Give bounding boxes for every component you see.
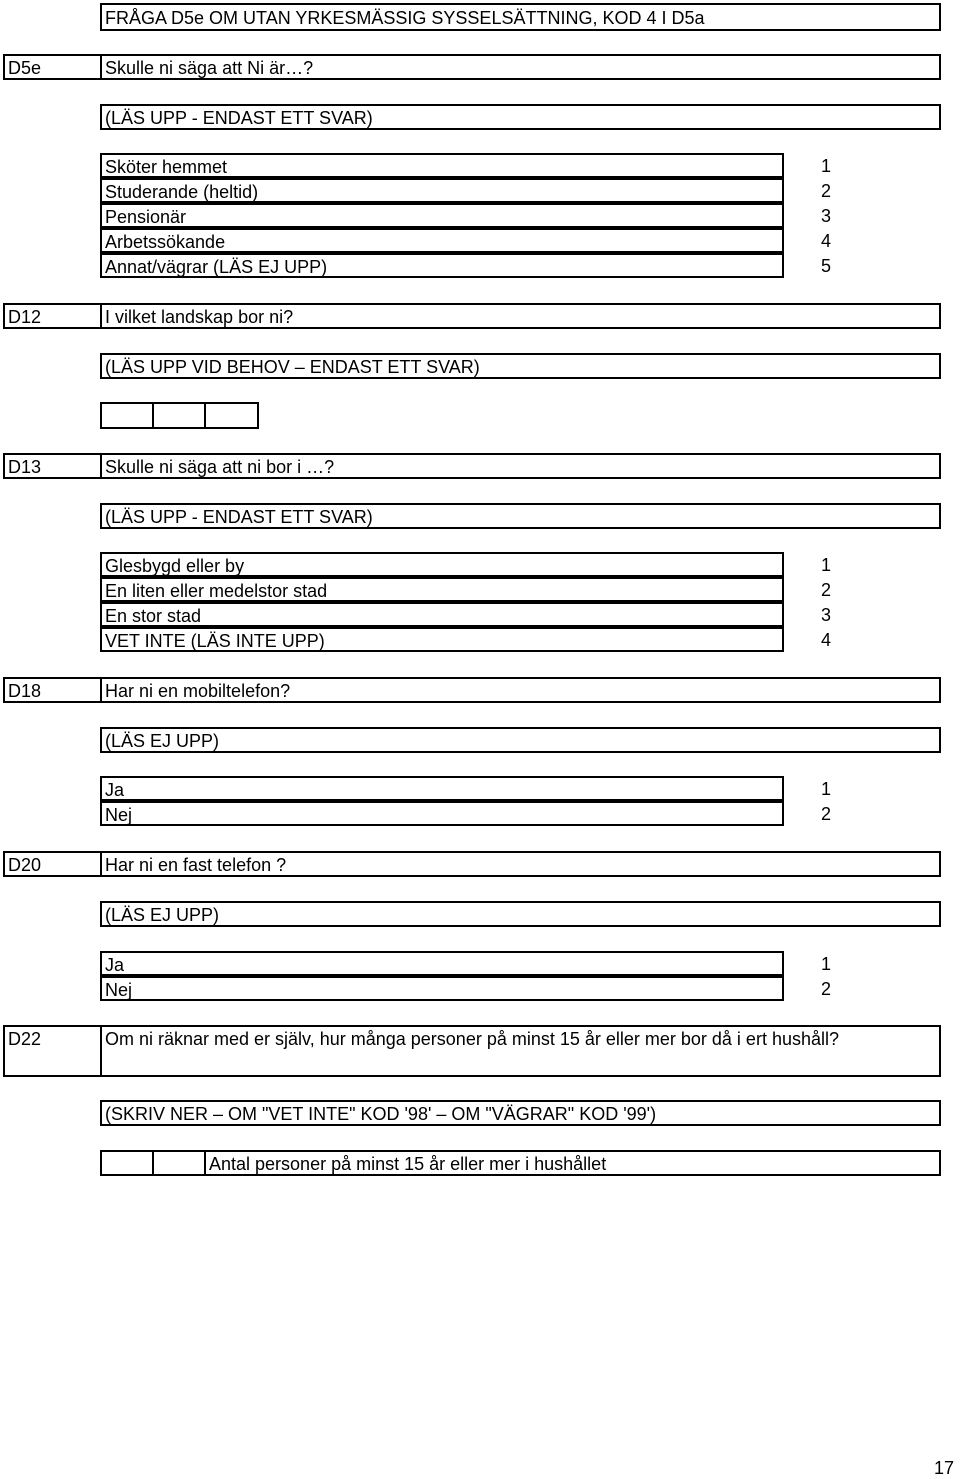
option-row[interactable] xyxy=(100,178,784,203)
option-code: 2 xyxy=(820,979,831,999)
option-row[interactable] xyxy=(100,228,784,253)
question-id: D18 xyxy=(8,681,42,701)
question-id: D20 xyxy=(8,855,42,875)
answer-digit-box[interactable] xyxy=(100,1150,154,1176)
instruction-d5e xyxy=(100,104,941,130)
answer-label-box xyxy=(204,1150,941,1176)
question-id: D12 xyxy=(8,307,42,327)
option-code: 1 xyxy=(820,555,831,575)
answer-digit-box[interactable] xyxy=(204,402,259,429)
option-label: Studerande (heltid) xyxy=(105,182,259,202)
option-row[interactable] xyxy=(100,801,784,826)
option-label: Pensionär xyxy=(105,207,187,227)
instruction-text: (LÄS UPP VID BEHOV – ENDAST ETT SVAR) xyxy=(105,357,480,377)
instruction-text: (LÄS EJ UPP) xyxy=(105,731,220,751)
option-label: Ja xyxy=(105,780,125,800)
option-row[interactable] xyxy=(100,203,784,228)
question-d5e-row xyxy=(3,54,941,80)
question-d12-row xyxy=(3,303,941,329)
page-number: 17 xyxy=(934,1458,955,1478)
option-code: 4 xyxy=(820,231,831,251)
question-text: Har ni en mobiltelefon? xyxy=(105,681,291,701)
question-d22-row xyxy=(3,1025,941,1077)
option-code: 2 xyxy=(820,804,831,824)
option-row[interactable] xyxy=(100,153,784,178)
instruction-d18 xyxy=(100,727,941,753)
question-d13-row xyxy=(3,453,941,479)
question-id: D5e xyxy=(8,58,42,78)
answer-label: Antal personer på minst 15 år eller mer i hushållet xyxy=(209,1154,607,1174)
answer-digit-box[interactable] xyxy=(152,402,206,429)
instruction-d13 xyxy=(100,503,941,529)
option-row[interactable] xyxy=(100,552,784,577)
option-row[interactable] xyxy=(100,577,784,602)
option-row[interactable] xyxy=(100,951,784,976)
option-code: 5 xyxy=(820,256,831,276)
option-row[interactable] xyxy=(100,976,784,1001)
question-text: Om ni räknar med er själv, hur många personer på minst 15 år eller mer bor då i ert hushåll? xyxy=(105,1029,839,1049)
option-code: 2 xyxy=(820,580,831,600)
option-code: 1 xyxy=(820,156,831,176)
question-text: Skulle ni säga att ni bor i …? xyxy=(105,457,335,477)
instruction-text: (SKRIV NER – OM "VET INTE" KOD '98' – OM "VÄGRAR" KOD '99') xyxy=(105,1104,657,1124)
option-label: Nej xyxy=(105,980,133,1000)
question-id: D13 xyxy=(8,457,42,477)
option-code: 3 xyxy=(820,206,831,226)
option-label: Annat/vägrar (LÄS EJ UPP) xyxy=(105,257,328,277)
instruction-d20 xyxy=(100,901,941,927)
question-text: Har ni en fast telefon ? xyxy=(105,855,287,875)
option-label: Arbetssökande xyxy=(105,232,226,252)
question-d20-row xyxy=(3,851,941,877)
option-label: Glesbygd eller by xyxy=(105,556,245,576)
instruction-d22 xyxy=(100,1100,941,1126)
option-code: 4 xyxy=(820,630,831,650)
option-row[interactable] xyxy=(100,253,784,278)
option-row[interactable] xyxy=(100,776,784,801)
option-code: 2 xyxy=(820,181,831,201)
option-row[interactable] xyxy=(100,627,784,652)
option-label: VET INTE (LÄS INTE UPP) xyxy=(105,631,325,651)
option-row[interactable] xyxy=(100,602,784,627)
instruction-d12 xyxy=(100,353,941,379)
section-header xyxy=(100,3,941,31)
instruction-text: (LÄS UPP - ENDAST ETT SVAR) xyxy=(105,507,373,527)
answer-digit-box[interactable] xyxy=(100,402,154,429)
section-header-text: FRÅGA D5e OM UTAN YRKESMÄSSIG SYSSELSÄTTNING, KOD 4 I D5a xyxy=(105,8,705,28)
option-label: Nej xyxy=(105,805,133,825)
question-text: I vilket landskap bor ni? xyxy=(105,307,294,327)
question-id: D22 xyxy=(8,1029,42,1049)
question-text: Skulle ni säga att Ni är…? xyxy=(105,58,314,78)
question-d18-row xyxy=(3,677,941,703)
option-label: En liten eller medelstor stad xyxy=(105,581,328,601)
answer-digit-box[interactable] xyxy=(152,1150,206,1176)
option-code: 1 xyxy=(820,954,831,974)
instruction-text: (LÄS EJ UPP) xyxy=(105,905,220,925)
option-label: Ja xyxy=(105,955,125,975)
instruction-text: (LÄS UPP - ENDAST ETT SVAR) xyxy=(105,108,373,128)
option-code: 3 xyxy=(820,605,831,625)
option-label: Sköter hemmet xyxy=(105,157,228,177)
option-code: 1 xyxy=(820,779,831,799)
option-label: En stor stad xyxy=(105,606,202,626)
